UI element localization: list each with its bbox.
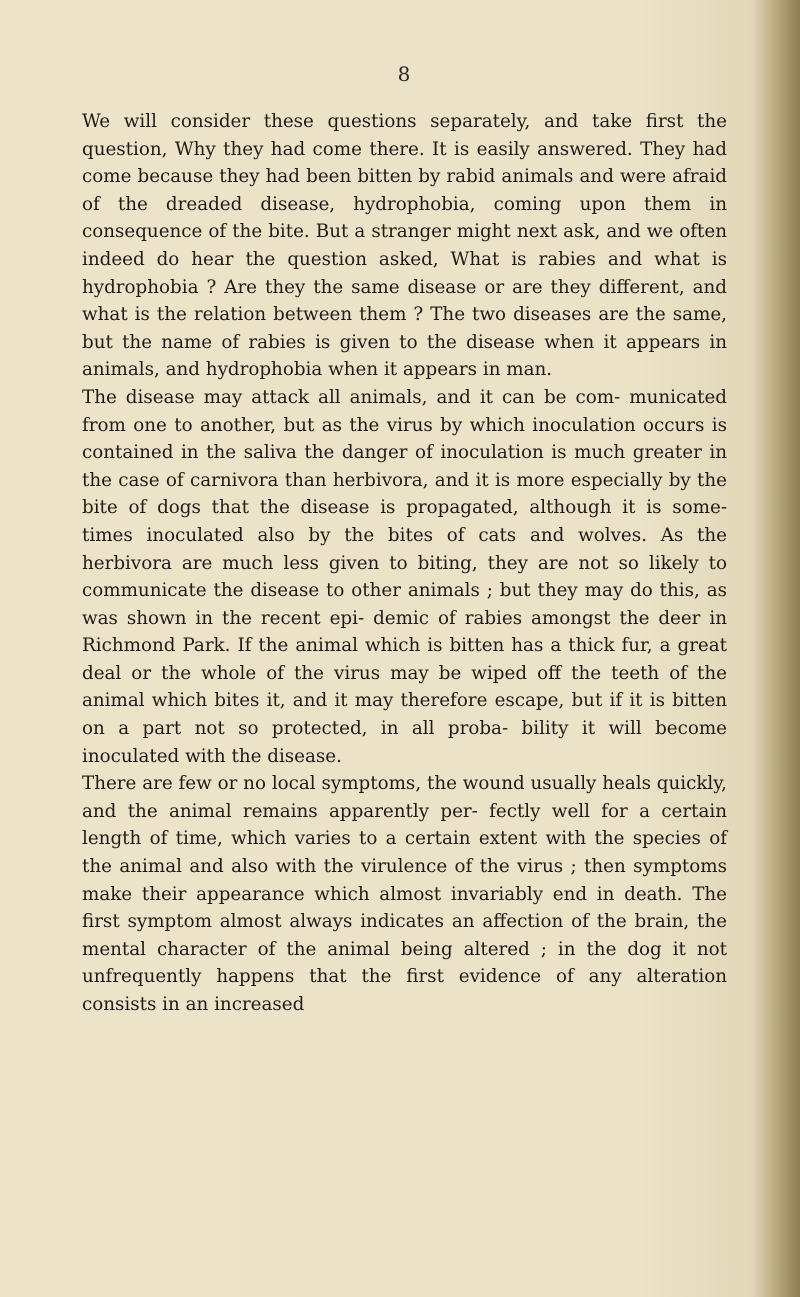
page-number: 8 <box>397 62 411 86</box>
paragraph-1: We will consider these questions separately, and take first the question, Why they had come there. It is easily answered. They had come because they had been bitten by rabid animals and were afraid of the dreaded disease, hydrophobia, coming upon them in consequence of the bite. But a stranger might next ask, and we often indeed do hear the question asked, What is rabies and what is hydrophobia ? Are they the same disease or are they different, and what is the relation between them ? The two diseases are the same, but the name of rabies is given to the disease when it appears in animals, and hydrophobia when it appears in man. <box>82 111 727 381</box>
paragraph-2: The disease may attack all animals, and it can be com- municated from one to another, but as the virus by which inoculation occurs is contained in the saliva the danger of inoculation is much greater in the case of carnivora than herbivora, and it is more especially by the bite of dogs that the disease is propagated, although it is some- times inoculated also by the bites of cats and wolves. As the herbivora are much less given to biting, they are not so likely to communicate the disease to other animals ; but they may do this, as was shown in the recent epi- demic of rabies amongst the deer in Richmond Park. If the animal which is bitten has a thick fur, a great deal or the whole of the virus may be wiped off the teeth of the animal which bites it, and it may therefore escape, but if it is bitten on a part not so protected, in all proba- bility it will become inoculated with the disease. <box>82 386 727 767</box>
body-text <box>82 108 727 1019</box>
paragraph-3: There are few or no local symptoms, the wound usually heals quickly, and the animal remains apparently per- fectly well for a certain length of time, which varies to a certain extent with the species of the animal and also with the virulence of the virus ; then symptoms make their appearance which almost invariably end in death. The first symptom almost always indicates an affection of the brain, the mental character of the animal being altered ; in the dog it not unfrequently happens that the first evidence of any alteration consists in an increased <box>82 773 727 1015</box>
